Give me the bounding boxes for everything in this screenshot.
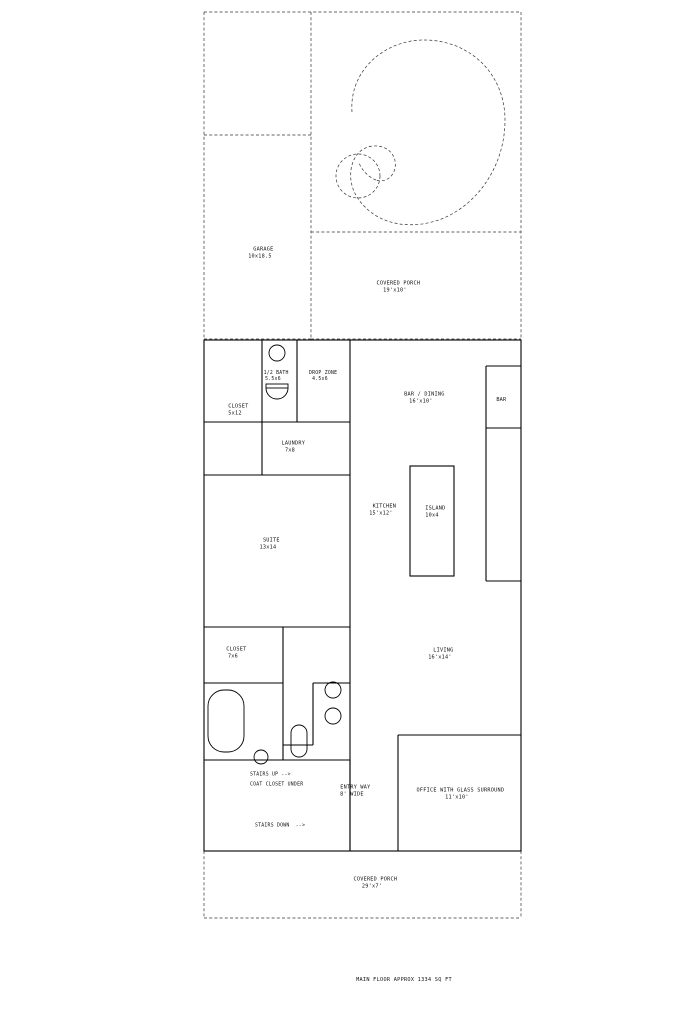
room-label-drop-zone: DROP ZONE 4.5x6 xyxy=(309,370,338,382)
room-label-suite: SUITE 13x14 xyxy=(259,537,280,551)
plan-footer-note: MAIN FLOOR APPROX 1334 SQ FT xyxy=(356,977,452,983)
room-label-laundry: LAUNDRY 7x8 xyxy=(281,440,306,454)
room-label-covered-porch-rear: COVERED PORCH 29'x7' xyxy=(353,876,398,890)
note-stairs-up: STAIRS UP --> xyxy=(250,772,291,778)
room-label-half-bath: 1/2 BATH 5.5x6 xyxy=(263,370,289,382)
room-label-living: LIVING 16'x14' xyxy=(428,647,454,661)
room-label-closet-front: CLOSET 5x12 xyxy=(228,403,249,417)
room-label-covered-porch-front: COVERED PORCH 19'x10' xyxy=(376,280,421,294)
room-label-bar-dining: BAR / DINING 16'x10' xyxy=(404,391,445,405)
room-label-island: ISLAND 10x4 xyxy=(425,505,446,519)
room-label-garage: GARAGE 10x18.5 xyxy=(248,246,274,260)
room-label-office: OFFICE WITH GLASS SURROUND 11'x10' xyxy=(416,787,505,801)
note-coat-closet: COAT CLOSET UNDER xyxy=(250,782,304,788)
room-label-entry-way: ENTRY WAY 8' WIDE xyxy=(340,784,371,798)
room-label-closet-rear: CLOSET 7x6 xyxy=(226,646,247,660)
room-label-kitchen: KITCHEN 15'x12' xyxy=(369,503,397,517)
note-stairs-down: STAIRS DOWN --> xyxy=(255,823,306,829)
room-label-bar: BAR xyxy=(496,397,507,403)
